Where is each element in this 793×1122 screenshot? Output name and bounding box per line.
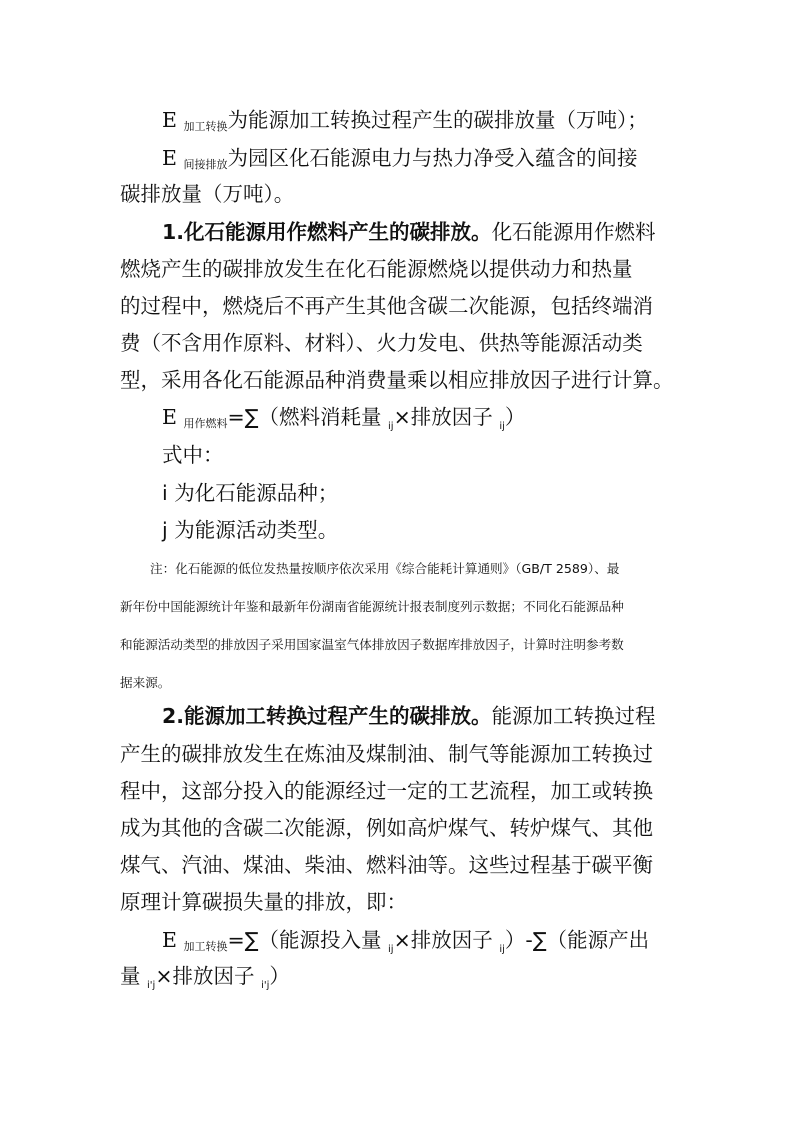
definition-e-indirect — [162, 140, 638, 180]
section1-first-line — [162, 214, 656, 250]
definition-e-processing — [162, 102, 648, 142]
subscript: ij — [499, 944, 505, 955]
symbol-e: E — [162, 928, 177, 952]
subscript: 用作燃料 — [183, 417, 228, 430]
formula-part: ）-∑（能源产出 — [504, 928, 650, 952]
formula-processing-cont — [120, 958, 290, 999]
subscript: 间接排放 — [183, 158, 228, 171]
definition-e-indirect-cont: 碳排放量（万吨）。 — [120, 182, 295, 206]
where-i: i 为化石能源品种； — [162, 481, 339, 505]
formula-part: =∑（燃料消耗量 — [227, 405, 382, 429]
formula-processing — [162, 922, 649, 963]
definition-text: 为园区化石能源电力与热力净受入蕴含的间接 — [227, 146, 638, 170]
formula-part: =∑（能源投入量 — [227, 928, 382, 952]
section1-line: 费（不含用作原料、材料）、火力发电、供热等能源活动类 — [120, 331, 643, 355]
where-j: j 为能源活动类型。 — [162, 518, 339, 542]
subscript: i'j — [261, 980, 270, 991]
symbol-e: E — [162, 146, 177, 170]
symbol-e: E — [162, 405, 177, 429]
subscript: ij — [388, 421, 394, 432]
subscript: i'j — [147, 980, 156, 991]
formula-part: ×排放因子 — [393, 405, 493, 429]
note-line: 和能源活动类型的排放因子采用国家温室气体排放因子数据库排放因子，计算时注明参考数 — [120, 637, 624, 652]
section1-line: 的过程中，燃烧后不再产生其他含碳二次能源，包括终端消 — [120, 294, 653, 318]
subscript: 加工转换 — [183, 940, 228, 953]
formula-part: ×排放因子 — [393, 928, 493, 952]
section1-text: 化石能源用作燃料 — [491, 220, 656, 244]
section1-line: 型，采用各化石能源品种消费量乘以相应排放因子进行计算。 — [120, 368, 674, 392]
section2-line: 程中，这部分投入的能源经过一定的工艺流程，加工或转换 — [120, 779, 653, 803]
where-label: 式中： — [162, 443, 224, 467]
symbol-e: E — [162, 108, 177, 132]
formula-part: ） — [269, 964, 290, 988]
section2-line: 产生的碳排放发生在炼油及煤制油、制气等能源加工转换过 — [120, 742, 653, 766]
section1-heading: 1.化石能源用作燃料产生的碳排放。 — [162, 220, 492, 244]
note-line: 注：化石能源的低位发热量按顺序依次采用《综合能耗计算通则》（GB/T 2589）、最 — [150, 561, 620, 576]
subscript: ij — [388, 944, 394, 955]
formula-part: 量 — [120, 964, 141, 988]
subscript: ij — [499, 421, 505, 432]
section2-line: 煤气、汽油、煤油、柴油、燃料油等。这些过程基于碳平衡 — [120, 853, 653, 877]
formula-fuel — [162, 399, 525, 440]
subscript: 加工转换 — [183, 120, 228, 133]
note-line: 据来源。 — [120, 675, 171, 690]
note-line: 新年份中国能源统计年鉴和最新年份湖南省能源统计报表制度列示数据；不同化石能源品种 — [120, 599, 624, 614]
section2-heading: 2.能源加工转换过程产生的碳排放。 — [162, 704, 492, 728]
definition-text: 为能源加工转换过程产生的碳排放量（万吨）； — [227, 108, 648, 132]
formula-part: ） — [504, 405, 526, 429]
section2-line: 原理计算碳损失量的排放，即： — [120, 890, 407, 914]
section2-first-line — [162, 698, 656, 734]
formula-part: ×排放因子 — [155, 964, 255, 988]
section1-line: 燃烧产生的碳排放发生在化石能源燃烧以提供动力和热量 — [120, 257, 633, 281]
section2-text: 能源加工转换过程 — [491, 704, 656, 728]
section2-line: 成为其他的含碳二次能源，例如高炉煤气、转炉煤气、其他 — [120, 816, 653, 840]
